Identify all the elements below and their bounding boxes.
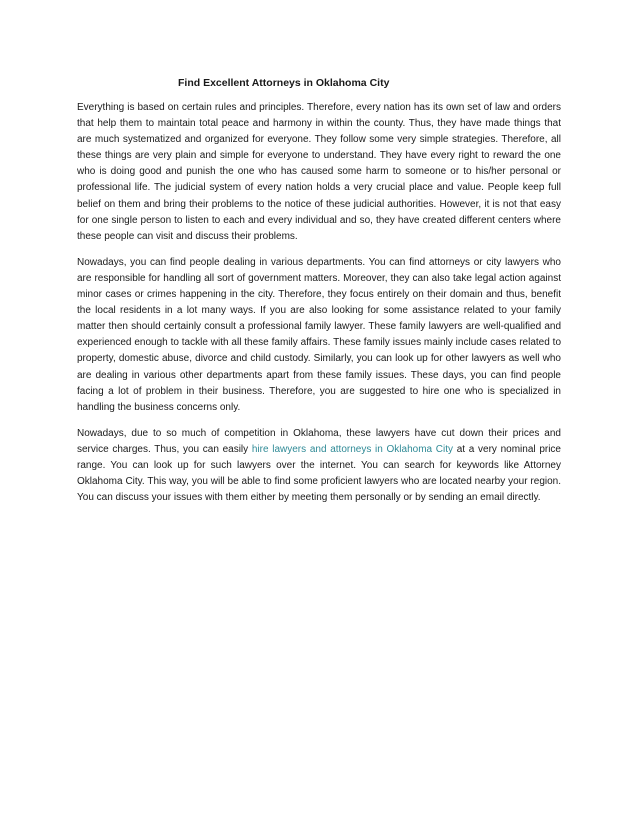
paragraph-3 [77,426,561,506]
hire-lawyers-link[interactable]: hire lawyers and attorneys in Oklahoma City [251,443,454,455]
paragraph-3-text-after: at a very nominal price range. You can look up for such lawyers over the internet. You can search for keywords like Attorney Oklahoma City. This way, you will be able to find some proficient lawyers who are located nearby your region. You can discuss your issues with them either by meeting them personally or by sending an email directly. [77,443,561,504]
paragraph-3-text-before: Nowadays, due to so much of competition in Oklahoma, these lawyers have cut down their prices and service charges. Thus, you can easily [77,427,561,455]
paragraph-1: Everything is based on certain rules and principles. Therefore, every nation has its own set of law and orders that help them to maintain total peace and harmony in within the county. Thus, they have made things that are much systematized and organized for everyone. They follow some very simple strategies. Therefore, all these things are very plain and simple for everyone to understand. They have every right to reward the one who is doing good and punish the one who has caused some harm to someone or to his/her personal or professional life. The judicial system of every nation holds a very crucial place and value. People keep full belief on them and bring their problems to the notice of these judicial authorities. However, it is not that easy for one single person to listen to each and every individual and so, they have created different centers where these people can visit and discuss their problems. [77,102,561,242]
paragraph-2: Nowadays, you can find people dealing in various departments. You can find attorneys or city lawyers who are responsible for handling all sort of government matters. Moreover, they can also take legal action against minor cases or crimes happening in the city. Therefore, they focus entirely on their domain and thus, benefit the local residents in a lot many ways. If you are also looking for some assistance related to your family matter then should certainly consult a professional family lawyer. These family lawyers are well-qualified and experienced enough to tackle with all these family affairs. These family issues mainly include cases related to property, domestic abuse, divorce and child custody. Similarly, you can look up for other lawyers as well who are dealing in various other departments apart from these family issues. These days, you can find people facing a lot of problem in their business. Therefore, you are suggested to hire one who is specialized in handling the business concerns only. [77,256,561,413]
document-title: Find Excellent Attorneys in Oklahoma City [178,77,390,89]
document-body [77,100,561,516]
